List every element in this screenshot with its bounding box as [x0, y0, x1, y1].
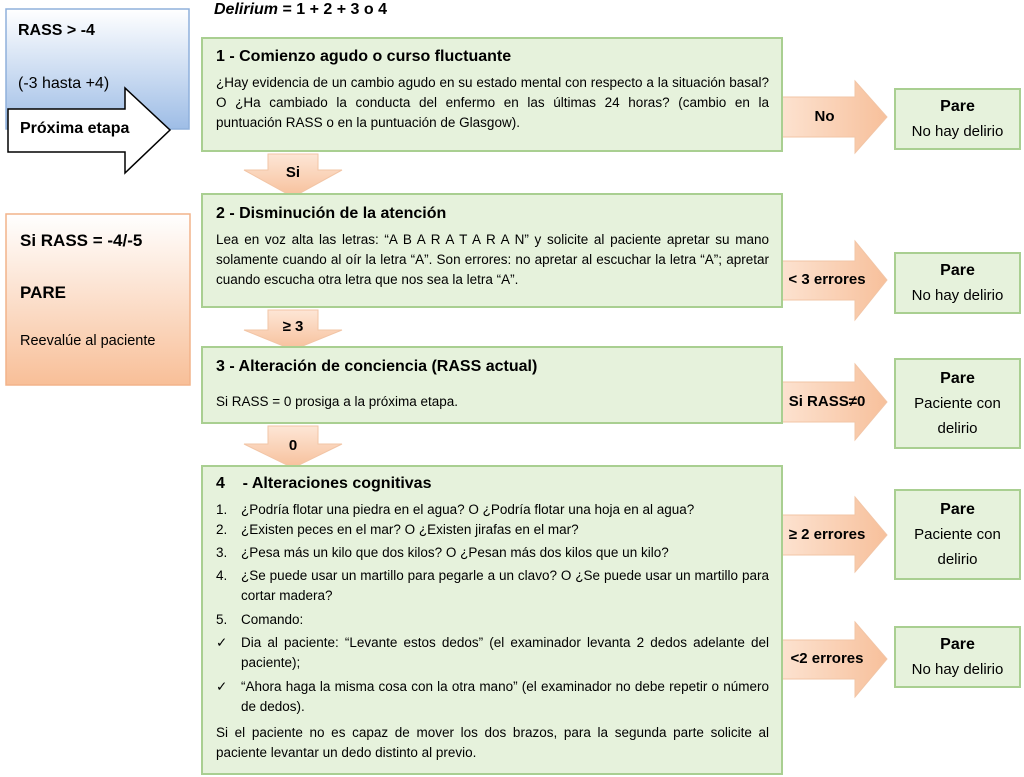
question-text: ¿Se puede usar un martillo para pegarle a un clavo? O ¿Se puede usar un martillo para cortar madera?: [241, 568, 769, 603]
outcome-3-title: Pare: [940, 370, 975, 387]
down-arrow-si-label: Si: [285, 164, 301, 181]
command-text: Dia al paciente: “Levante estos dedos” (el examinador levanta 2 dedos adelante del paciente);: [241, 635, 769, 670]
outcome-4-line1: Paciente con: [914, 526, 1001, 543]
header-title-italic: Delirium: [214, 1, 279, 18]
question-text: Comando:: [241, 612, 304, 627]
pare-rass-title: Si RASS = -4/-5: [20, 231, 143, 250]
question-number: 2.: [216, 522, 228, 537]
question-item-1: [216, 500, 769, 520]
side-arrow-lt2-label: <2 errores: [790, 650, 864, 667]
outcome-1-title: Pare: [940, 98, 975, 115]
step-2-box: [201, 193, 783, 308]
step-1-title: 1 - Comienzo agudo o curso fluctuante: [216, 48, 512, 65]
outcome-2-text: No hay delirio: [911, 287, 1004, 304]
down-arrow-ge3-label: ≥ 3: [282, 318, 304, 335]
question-text: ¿Podría flotar una piedra en el agua? O ¿Podría flotar una hoja en al agua?: [241, 502, 695, 517]
question-number: 4.: [216, 568, 228, 583]
side-arrow-rass-label: Si RASS≠0: [788, 393, 866, 410]
outcome-2-box: [894, 252, 1021, 314]
outcome-3-box: [894, 358, 1021, 449]
step-4-box: [201, 465, 783, 775]
command-item-2: [216, 677, 769, 717]
outcome-1-box: [894, 88, 1021, 150]
side-arrow-no-label: No: [814, 108, 835, 125]
outcome-5-text: No hay delirio: [911, 661, 1004, 678]
step-3-text: Si RASS = 0 prosiga a la próxima etapa.: [216, 394, 459, 409]
outcome-3-line2: delirio: [937, 420, 978, 437]
question-item-2: [216, 520, 769, 540]
command-text: “Ahora haga la misma cosa con la otra mano” (el examinador no debe repetir o número de dedos).: [241, 679, 769, 714]
side-arrow-ge2-label: ≥ 2 errores: [788, 526, 866, 543]
question-item-5: [216, 610, 769, 630]
outcome-5-box: [894, 626, 1021, 688]
outcome-2-title: Pare: [940, 262, 975, 279]
rass-gt-label: RASS > -4: [18, 22, 95, 39]
question-text: ¿Pesa más un kilo que dos kilos? O ¿Pesan más dos kilos que un kilo?: [241, 545, 669, 560]
step-4-title: 4 - Alteraciones cognitivas: [216, 475, 432, 492]
check-icon: ✓: [216, 679, 228, 694]
proxima-etapa-label: Próxima etapa: [20, 120, 130, 137]
outcome-4-box: [894, 489, 1021, 580]
question-number: 5.: [216, 612, 228, 627]
pare-rass-pare: PARE: [20, 283, 66, 302]
header-title: [214, 1, 387, 19]
check-icon: ✓: [216, 635, 228, 650]
down-arrow-0-label: 0: [288, 437, 298, 454]
step-4-footer: Si el paciente no es capaz de mover los dos brazos, para la segunda parte solicite al paciente levantar un dedo distinto al previo.: [216, 725, 769, 760]
header-title-rest: = 1 + 2 + 3 o 4: [278, 1, 387, 18]
command-item-1: [216, 633, 769, 673]
outcome-5-title: Pare: [940, 636, 975, 653]
question-item-4: [216, 566, 769, 606]
outcome-4-line2: delirio: [937, 551, 978, 568]
side-arrow-lt3-label: < 3 errores: [788, 271, 866, 288]
step-2-text: Lea en voz alta las letras: “A B A R A T A R A N” y solicite al paciente apretar su mano solamente cuando al oír la letra “A”. Son errores: no apretar al escuchar la letra “A”; apretar cuando escucha otra letra que nos sea la letra “A”.: [216, 232, 769, 287]
step-3-box: [201, 346, 783, 424]
step-3-title: 3 - Alteración de conciencia (RASS actual): [216, 358, 538, 375]
question-text: ¿Existen peces en el mar? O ¿Existen jirafas en el mar?: [241, 522, 579, 537]
step-2-title: 2 - Disminución de la atención: [216, 205, 447, 222]
question-item-3: [216, 543, 769, 563]
outcome-4-title: Pare: [940, 501, 975, 518]
rass-range-label: (-3 hasta +4): [18, 75, 110, 92]
outcome-3-line1: Paciente con: [914, 395, 1001, 412]
question-number: 3.: [216, 545, 228, 560]
step-1-text: ¿Hay evidencia de un cambio agudo en su estado mental con respecto a la situación basal? O ¿Ha cambiado la conducta del enfermo en las últimas 24 horas? (cambio en la puntuación RASS o en la puntuación de Glasgow).: [216, 75, 769, 130]
pare-rass-text: Reevalúe al paciente: [20, 333, 156, 349]
question-number: 1.: [216, 502, 228, 517]
outcome-1-text: No hay delirio: [911, 123, 1004, 140]
step-1-box: [201, 37, 783, 152]
